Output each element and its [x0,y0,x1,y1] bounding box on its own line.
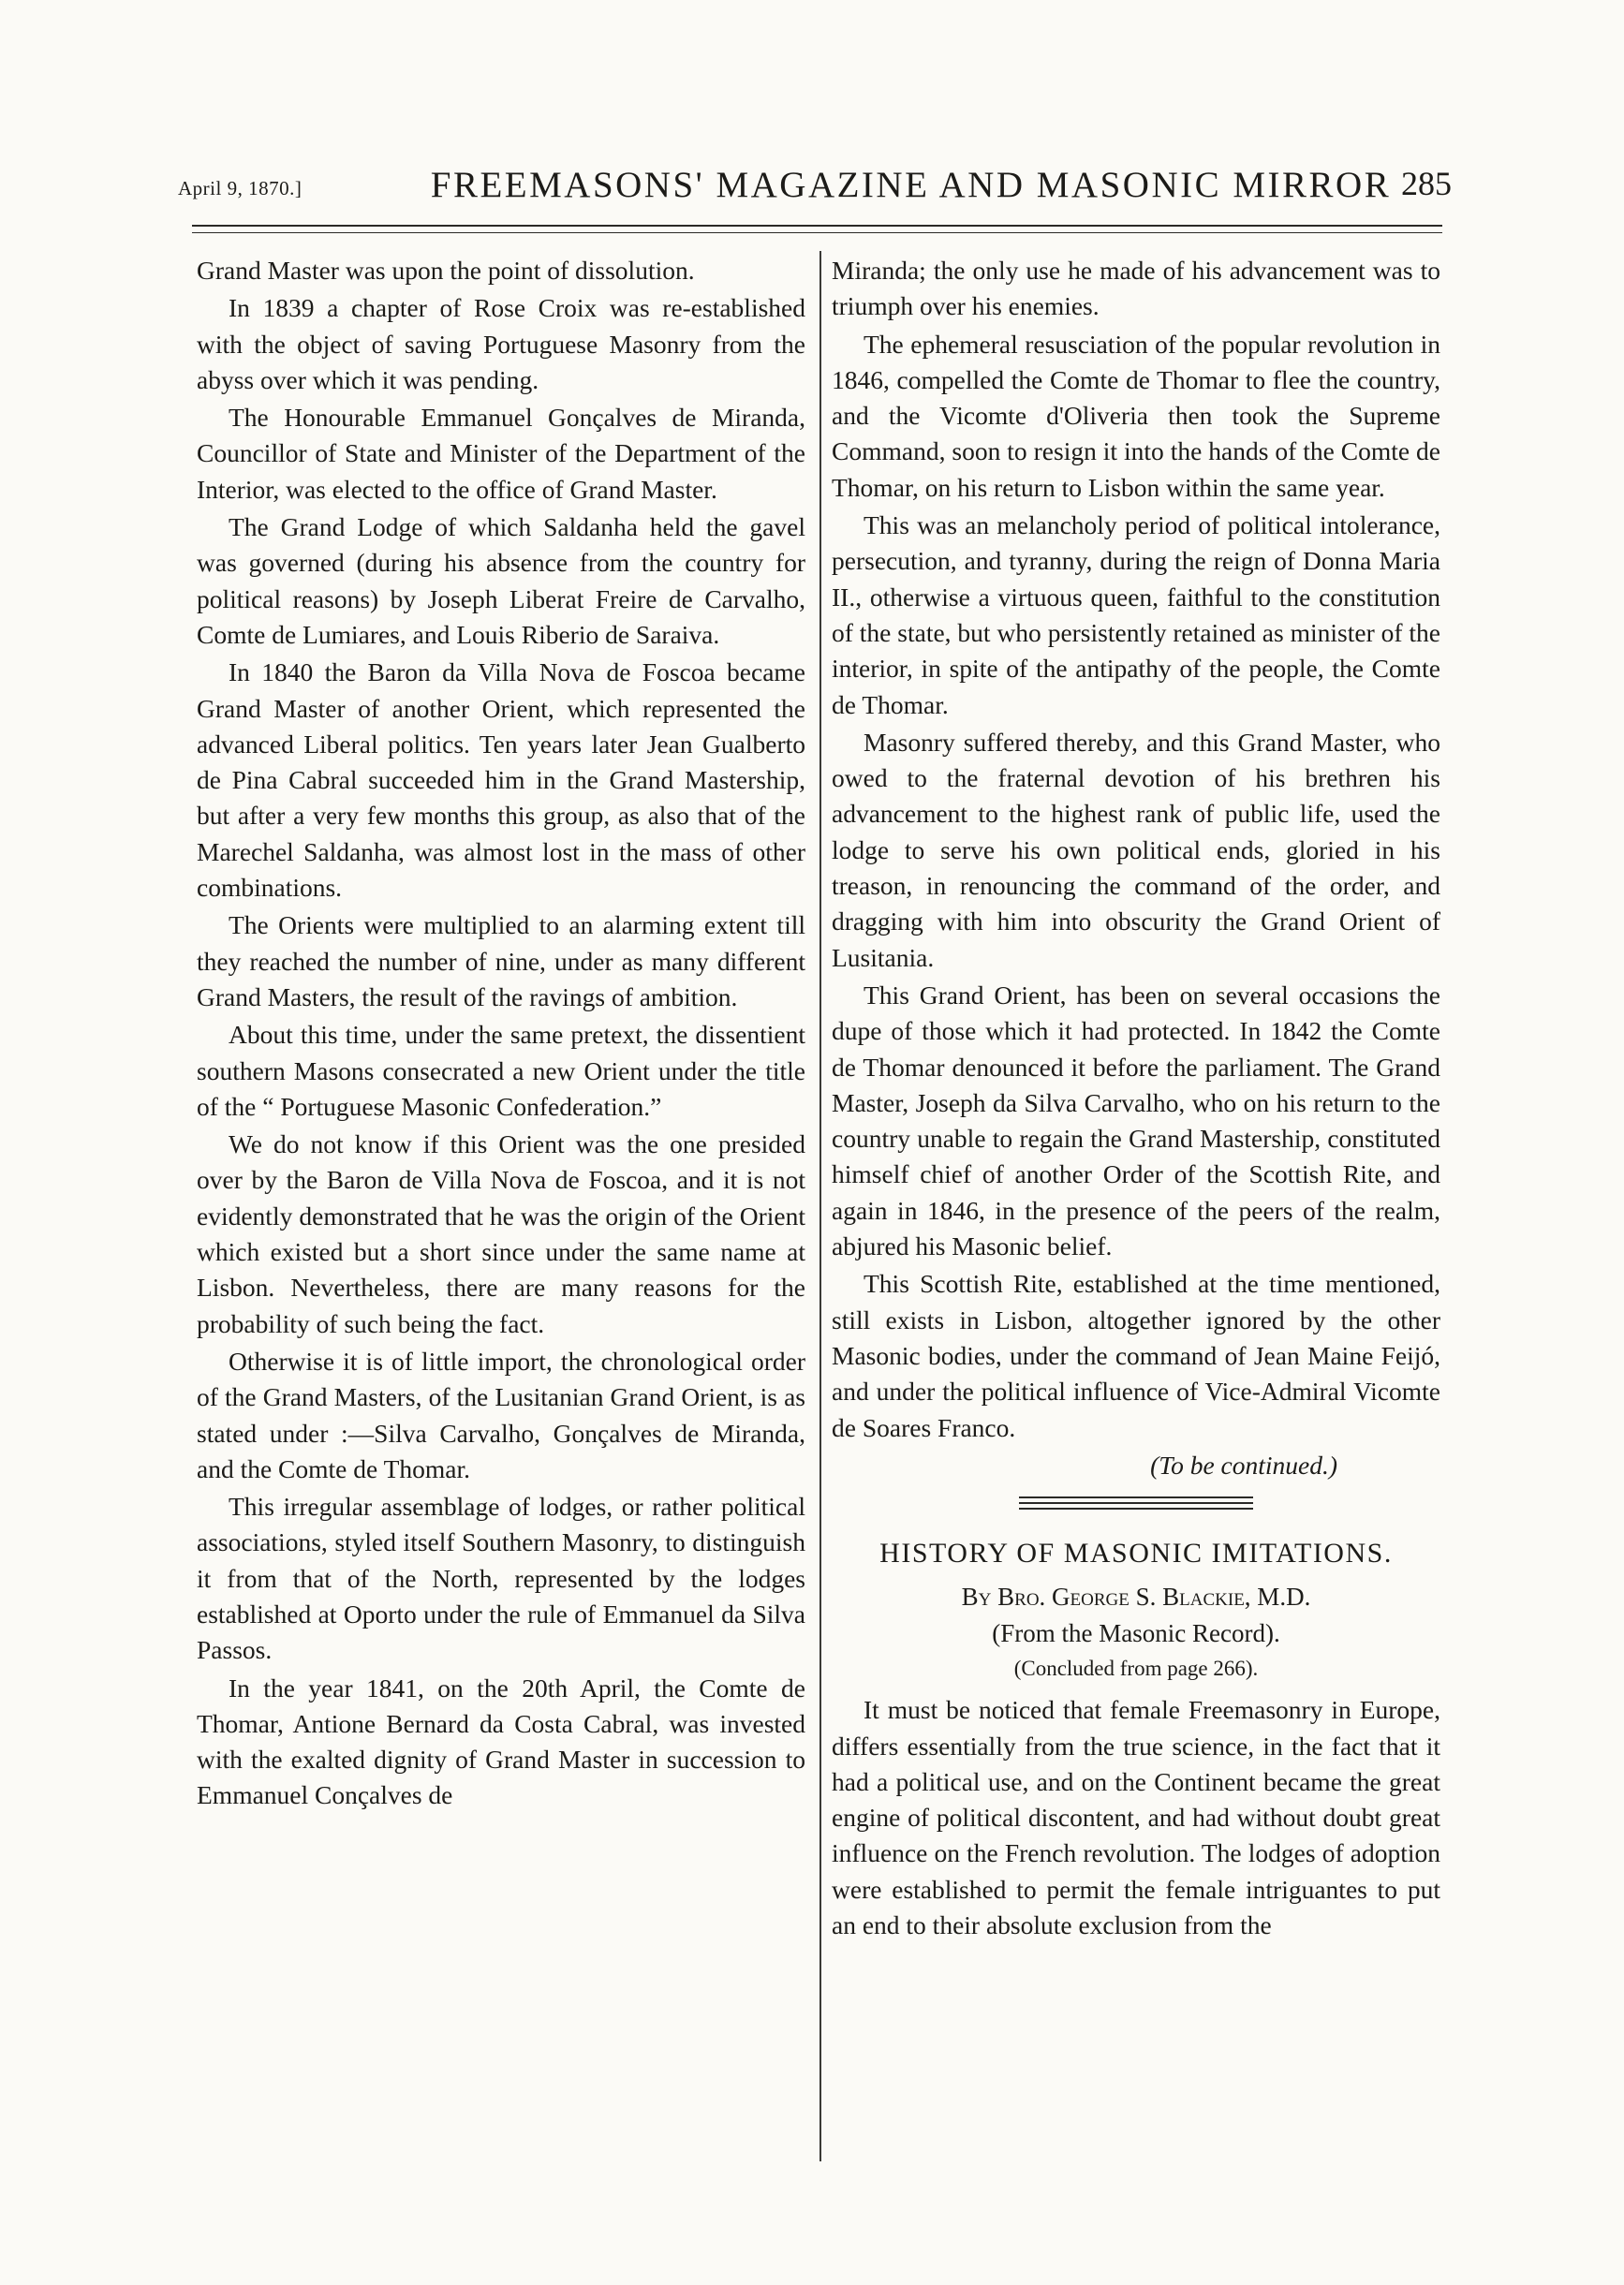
paragraph: The ephemeral resusciation of the popular revolution in 1846, compelled the Comte de Thomar to flee the country, and the Vicomte d'Oliveria then took the Supreme Command, soon to resign it into the hands of the Comte de Thomar, on his return to Lisbon within the same year. [832,329,1440,502]
paragraph: This Grand Orient, has been on several occasions the dupe of those which it had protected. In 1842 the Comte de Thomar denounced it before the parliament. The Grand Master, Joseph da Silva Carvalho, who on his return to the country unable to regain the Grand Mastership, constituted himself chief of another Order of the Scottish Rite, and again in 1846, in the presence of the peers of the realm, abjured his Masonic belief. [832,980,1440,1261]
paragraph: In the year 1841, on the 20th April, the Comte de Thomar, Antione Bernard da Costa Cabral, was invested with the exalted dignity of Grand Master in succession to Emmanuel Conçalves de [197,1673,805,1810]
paragraph: This irregular assemblage of lodges, or rather political associations, styled itself Southern Masonry, to distinguish it from that of the North, represented by the lodges established at Oporto under the rule of Emmanuel da Silva Passos. [197,1492,805,1665]
paragraph: Otherwise it is of little import, the chronological order of the Grand Masters, of the Lusitanian Grand Orient, is as stated under :—Silva Carvalho, Gonçalves de Miranda, and the Comte de Thomar. [197,1346,805,1483]
paragraph: Miranda; the only use he made of his advancement was to triumph over his enemies. [832,256,1440,321]
paragraph: We do not know if this Orient was the one presided over by the Baron de Villa Nova de Foscoa, and it is not evidently demonstrated that he was the origin of the Orient which existed but a short since under the same name at Lisbon. Nevertheless, there are many reasons for the probability of such being the fact. [197,1129,805,1338]
paragraph: The Grand Lodge of which Saldanha held the gavel was governed (during his absence from the country for political reasons) by Joseph Liberat Freire de Carvalho, Comte de Lumiares, and Louis Riberio de Saraiva. [197,512,805,649]
paragraph: In 1840 the Baron da Villa Nova de Foscoa became Grand Master of another Orient, which represented the advanced Liberal politics. Ten years later Jean Gualberto de Pina Cabral succeeded him in the Grand Mastership, but after a very few months this group, as also that of the Marechel Saldanha, was almost lost in the mass of other combinations. [197,657,805,903]
issue-date: April 9, 1870.] [178,177,303,199]
paragraph: About this time, under the same pretext, the dissentient southern Masons consecrated a new Orient under the title of the “ Portuguese Masonic Confederation.” [197,1020,805,1121]
section-concluded-note: (Concluded from page 266). [1013,1656,1259,1680]
paragraph: This was an melancholy period of political intolerance, persecution, and tyranny, during the reign of Donna Maria II., otherwise a virtuous queen, faithful to the constitution of the state, but who persistently retained as minister of the interior, in spite of the antipathy of the people, the Comte de Thomar. [832,510,1440,719]
paragraph: Masonry suffered thereby, and this Grand Master, who owed to the fraternal devotion of his brethren his advancement to the highest rank of public life, used the lodge to serve his own political ends, gloried in his treason, in renouncing the command of the order, and dragging with him into obscurity the Grand Orient of Lusitania. [832,727,1440,972]
paragraph: In 1839 a chapter of Rose Croix was re-established with the object of saving Portuguese Masonry from the abyss over which it was pending. [197,293,805,394]
paragraph: The Orients were multiplied to an alarming extent till they reached the number of nine, under as many different Grand Masters, the result of the ravings of ambition. [197,910,805,1011]
paragraph: It must be noticed that female Freemasonry in Europe, differs essentially from the true science, in the fact that it had a political use, and on the Continent became the great engine of political discontent, and had without doubt great influence on the French revolution. The lodges of adoption were established to permit the female intriguantes to put an end to their absolute exclusion from the [832,1695,1440,1940]
column-divider [819,251,821,2161]
paragraph: The Honourable Emmanuel Gonçalves de Miranda, Councillor of State and Minister of the Department of the Interior, was elected to the office of Grand Master. [197,403,805,504]
right-column [832,253,1440,1945]
section-source: (From the Masonic Record). [992,1618,1280,1647]
header-rule-thin [192,232,1442,233]
paragraph: This Scottish Rite, established at the time mentioned, still exists in Lisbon, altogether ignored by the other Masonic bodies, under the command of Jean Maine Feijó, and under the political influence of Vice-Admiral Vicomte de Soares Franco. [832,1269,1440,1442]
section-byline: By Bro. George S. Blackie, M.D. [961,1583,1311,1612]
paragraph: Grand Master was upon the point of dissolution. [197,256,695,285]
left-column [197,253,805,1816]
header-rule [192,225,1442,227]
page-number: 285 [1401,165,1452,202]
section-separator [1019,1496,1253,1510]
continued-note: (To be continued.) [1150,1450,1337,1480]
section-title: HISTORY OF MASONIC IMITATIONS. [879,1538,1393,1570]
publication-title: FREEMASONS' MAGAZINE AND MASONIC MIRROR [430,165,1392,205]
page-header [178,128,1452,205]
